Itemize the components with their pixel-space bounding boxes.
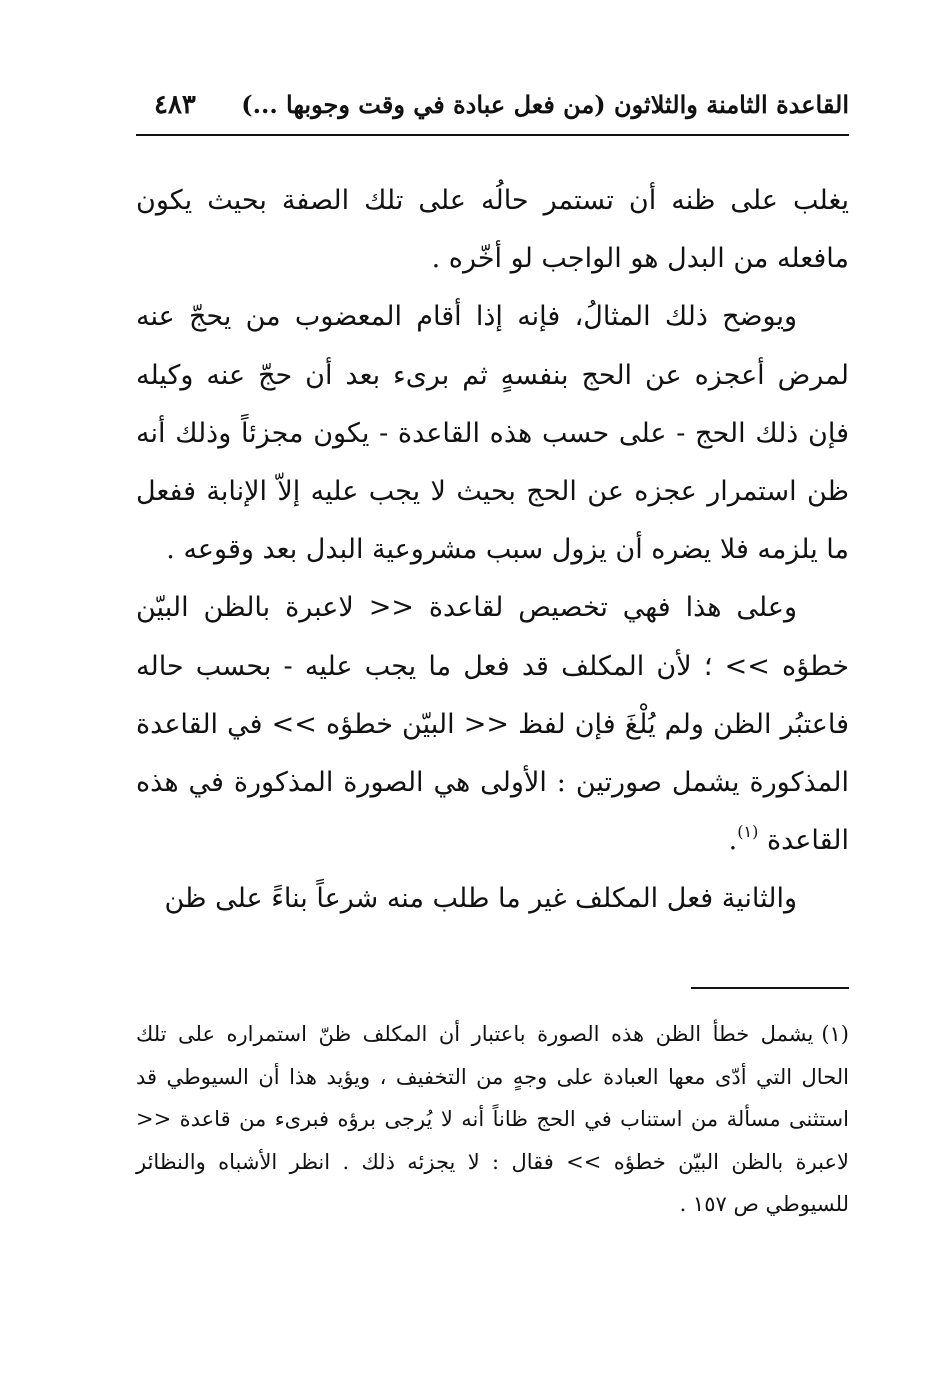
footnote-reference: (١) <box>737 822 759 842</box>
paragraph-3-text: وعلى هذا فهي تخصيص لقاعدة << لاعبرة بالظن البيّن خطؤه >> ؛ لأن المكلف قد فعل ما يجب عليه - بحسب حاله فاعتبُر الظن ولم يُلْغَ فإن لفظ << البيّن خطؤه >> في القاعدة المذكورة يشمل صورتين : الأولى هي الصورة المذكورة في هذه القاعدة <box>136 592 849 857</box>
paragraph-1: يغلب على ظنه أن تستمر حالُه على تلك الصفة بحيث يكون مافعله من البدل هو الواجب لو أخّره . <box>136 185 849 275</box>
paragraph-3 <box>136 579 849 870</box>
footnote-1 <box>136 1013 849 1226</box>
footnote-number: (١) <box>821 1022 849 1046</box>
paragraph-2: ويوضح ذلك المثالُ، فإنه إذا أقام المعضوب من يحجّ عنه لمرض أعجزه عن الحج بنفسهٍ ثم برىء بعد أن حجّ عنه وكيله فإن ذلك الحج - على حسب هذه القاعدة - يكون مجزئاً وذلك أنه ظن استمرار عجزه عن الحج بحيث لا يجب عليه إلاّ الإنابة ففعل ما يلزمه فلا يضره أن يزول سبب مشروعية البدل بعد وقوعه . <box>136 301 849 566</box>
footnote-text: يشمل خطأ الظن هذه الصورة باعتبار أن المكلف ظنّ استمراره على تلك الحال التي أدّى معها العبادة على وجهٍ من التخفيف ، ويؤيد هذا أن السيوطي قد استثنى مسألة من استناب في الحج ظاناً أنه لا يُرجى برؤه فبرىء من قاعدة << لاعبرة بالظن البيّن خطؤه >> فقال : لا يجزئه ذلك . انظر الأشباه والنظائر للسيوطي ص ١٥٧ . <box>136 1022 849 1216</box>
main-text <box>136 172 849 929</box>
page-number: ٤٨٣ <box>154 90 196 120</box>
paragraph-4: والثانية فعل المكلف غير ما طلب منه شرعاً بناءً على ظن <box>164 883 797 915</box>
footnote-separator <box>691 987 849 989</box>
running-header <box>136 78 849 132</box>
paragraph-3-period: . <box>728 825 738 857</box>
chapter-title: القاعدة الثامنة والثلاثون (من فعل عبادة في وقت وجوبها ...) <box>241 90 849 119</box>
header-rule <box>136 134 849 136</box>
footnotes <box>136 1013 849 1226</box>
